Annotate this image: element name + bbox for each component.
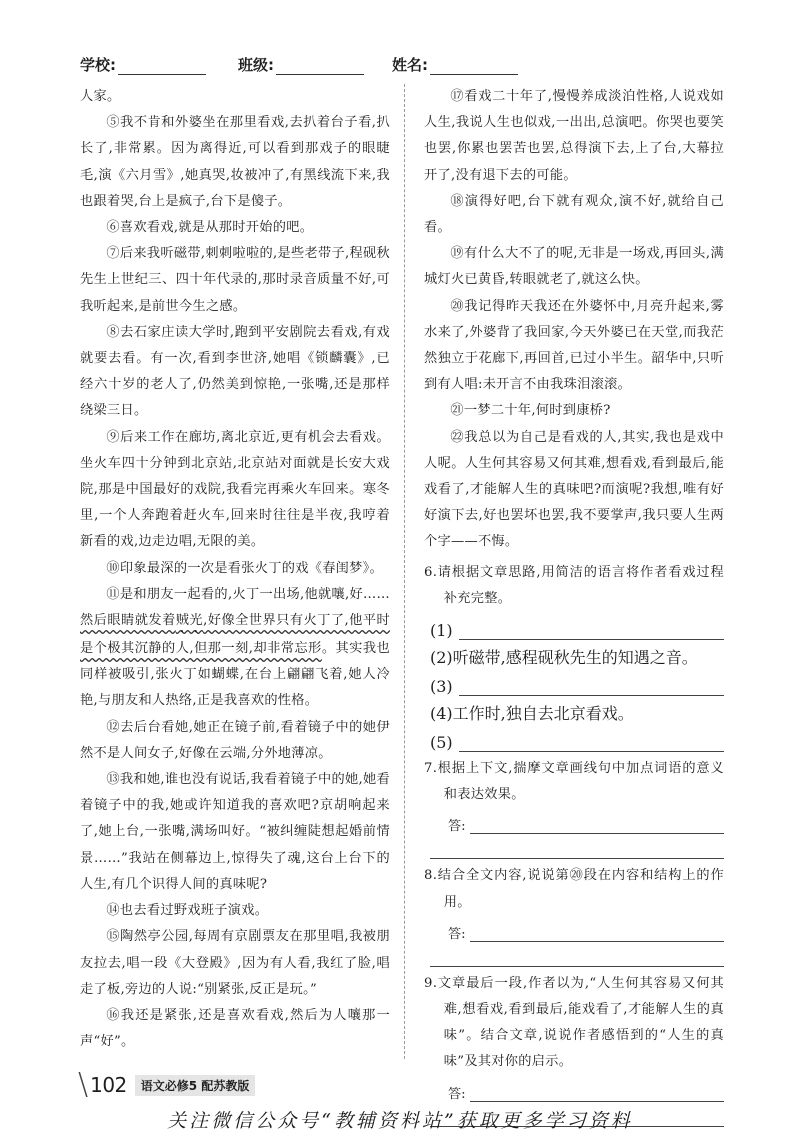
book-label: 语文必修5 配苏教版 xyxy=(135,1075,256,1096)
student-info-header xyxy=(80,50,740,80)
question-7-text: 7.根据上下文,揣摩文章画线句中加点词语的意义和表达效果。 xyxy=(424,761,724,803)
q6-blank-1[interactable] xyxy=(424,614,724,640)
paragraph-20: ⑳我记得昨天我还在外婆怀中,月亮升起来,雾水来了,外婆背了我回家,今天外婆已在天堂,而我茫然独立于花廊下,再回首,已过小半生。韶华中,只听到有人唱:未开言不由我珠泪滚滚。 xyxy=(424,298,724,393)
q8-answer-label: 答: xyxy=(448,926,466,942)
article-left-column xyxy=(80,84,390,1055)
paragraph-9: ⑨后来工作在廊坊,离北京近,更有机会去看戏。坐火车四十分钟到北京站,北京站对面就是长安大戏院,那是中国最好的戏院,我看完再乘火车回来。寒冬里,一个人奔跑着赶火车,回来时往往是半夜,我哼着新看的戏,边走边唱,无限的美。 xyxy=(80,429,390,550)
paragraph-17: ⑰看戏二十年了,慢慢养成淡泊性格,人说戏如人生,我说人生也似戏,一出出,总演吧。你哭也要笑也罢,你累也罢苦也罢,总得演下去,上了台,大幕拉开了,没有退下去的可能。 xyxy=(424,89,724,183)
q6-blank-5[interactable] xyxy=(424,726,724,752)
slash-mark: \ xyxy=(78,1067,89,1102)
paragraph-16: ⑯我还是紧张,还是喜欢看戏,然后为人嚷那一声“好”。 xyxy=(80,1007,390,1050)
paragraph-19: ⑲有什么大不了的呢,无非是一场戏,再回头,满城灯火已黄昏,转眼就老了,就这么快。 xyxy=(424,246,724,288)
name-field xyxy=(392,54,518,75)
q6-item-4 xyxy=(424,698,724,724)
paragraph-21: ㉑一梦二十年,何时到康桥? xyxy=(450,403,611,419)
column-divider xyxy=(404,84,405,1059)
question-9 xyxy=(424,971,724,1127)
class-field xyxy=(238,54,364,75)
q9-answer[interactable] xyxy=(424,1076,724,1102)
paragraph-6: ⑥喜欢看戏,就是从那时开始的吧。 xyxy=(106,220,314,236)
q6-item-4-text: (4)工作时,独自去北京看戏。 xyxy=(430,704,634,724)
school-blank[interactable] xyxy=(118,60,206,75)
question-6 xyxy=(424,560,724,752)
q7-answer-line-1[interactable] xyxy=(470,821,724,834)
question-8 xyxy=(424,863,724,966)
q9-answer-label: 答: xyxy=(448,1086,466,1102)
paragraph-12: ⑫去后台看她,她正在镜子前,看着镜子中的她伊然不是人间女子,好像在云端,分外地薄凉。 xyxy=(80,719,390,761)
q6-blank-3[interactable] xyxy=(424,670,724,696)
question-9-text: 9.文章最后一段,作者以为,“人生何其容易又何其难,想看戏,看到最后,能戏看了,才能解人生的真味”。结合文章,说说作者感悟到的“人生的真味”及其对你的启示。 xyxy=(424,975,724,1070)
q7-answer-label: 答: xyxy=(448,819,466,835)
paragraph-15: ⑮陶然亭公园,每周有京剧票友在那里唱,我被朋友拉去,唱一段《大登殿》,因为有人看,我红了脸,唱走了板,旁边的人说:“别紧张,反正是玩。” xyxy=(80,929,390,997)
q6-blank-5-line[interactable] xyxy=(459,739,724,752)
paragraph-11-tail: 。其实我也同样被吸引,张火丁如蝴蝶,在台上翩翩飞着,她人冷艳,与朋友和人热络,正是我喜欢的性格。 xyxy=(80,641,390,709)
q6-item-2 xyxy=(424,642,724,668)
q6-blank-3-line[interactable] xyxy=(459,683,724,696)
page-number: 102 xyxy=(90,1073,127,1097)
dotted-word-2: 光 xyxy=(189,613,204,629)
q6-item-2-text: (2)听磁带,感程砚秋先生的知遇之音。 xyxy=(430,648,698,668)
page-footer xyxy=(78,1067,255,1102)
paragraph-11-lead: ⑪是和朋友一起看的,火丁一出场,他就嚷,好…… xyxy=(106,586,390,602)
paragraph-22: ㉒我总以为自己是看戏的人,其实,我也是戏中人呢。人生何其容易又何其难,想看戏,看到最后,能戏看了,才能解人生的真味吧?而演呢?我想,唯有好好演下去,好也罢坏也罢,我不要掌声,我只要人生两个字——不悔。 xyxy=(424,429,724,550)
paragraph-14: ⑭也去看过野戏班子演戏。 xyxy=(106,903,269,919)
class-label: 班级: xyxy=(238,56,274,74)
paragraph-11 xyxy=(80,582,390,715)
article-right-column xyxy=(424,84,724,1127)
class-blank[interactable] xyxy=(276,60,364,75)
dotted-word-1: 贼 xyxy=(175,613,190,629)
name-label: 姓名: xyxy=(392,56,428,74)
q7-answer-line-2[interactable] xyxy=(430,834,724,859)
paragraph-10: ⑩印象最深的一次是看张火丁的戏《春闺梦》。 xyxy=(106,560,384,576)
paragraph-8: ⑧去石家庄读大学时,跑到平安剧院去看戏,有戏就要去看。有一次,看到李世济,她唱《锁麟囊》,已经六十岁的老人了,仍然美到惊艳,一张嘴,还是那样绕梁三日。 xyxy=(80,324,390,419)
paragraph-5: ⑤我不肯和外婆坐在那里看戏,去扒着台子看,扒长了,非常累。因为离得近,可以看到那戏子的眼睫毛,演《六月雪》,她真哭,妆被冲了,有黑线流下来,我也跟着哭,台上是疯子,台下是傻子。 xyxy=(80,115,390,209)
q8-answer-line-2[interactable] xyxy=(430,942,724,967)
question-8-text: 8.结合全文内容,说说第⑳段在内容和结构上的作用。 xyxy=(424,868,724,910)
paragraph-18: ⑱演得好吧,台下就有观众,演不好,就给自己看。 xyxy=(424,193,724,236)
q6-blank-1-line[interactable] xyxy=(459,627,724,640)
q6-blank-5-label: (5) xyxy=(430,733,453,753)
q8-answer-line-1[interactable] xyxy=(470,929,724,942)
paragraph-7: ⑦后来我听磁带,刺刺啦啦的,是些老带子,程砚秋先生上世纪三、四十年代录的,那时录音质量不好,可我听起来,是前世今生之感。 xyxy=(80,246,390,314)
paragraph-13: ⑬我和她,谁也没有说话,我看着镜子中的她,她看着镜子中的我,她或许知道我的喜欢吧?京胡响起来了,她上台,一张嘴,满场叫好。“被纠缠陡想起婚前情景……”我站在侧幕边上,惊得失了魂,这台上台下的人生,有几个识得人间的真味呢? xyxy=(80,772,390,892)
watermark-handwriting: 关注微信公众号“教辅资料站”获取更多学习资料 xyxy=(167,1110,633,1132)
question-6-text: 6.请根据文章思路,用简洁的语言将作者看戏过程补充完整。 xyxy=(424,564,724,606)
paragraph-4-end: 人家。 xyxy=(80,89,121,104)
underlined-part-2: ,好像全世界只有火丁了,他平时是个极其沉静的人,但那一刻,却非常忘形 xyxy=(80,613,391,657)
q6-blank-3-label: (3) xyxy=(430,677,453,697)
q6-blank-1-label: (1) xyxy=(430,621,453,641)
name-blank[interactable] xyxy=(430,60,518,75)
question-7 xyxy=(424,756,724,859)
underlined-part-1: 然后眼睛就发着 xyxy=(80,613,176,629)
school-label: 学校: xyxy=(80,56,116,74)
school-field xyxy=(80,54,206,75)
q9-answer-line-1[interactable] xyxy=(470,1089,724,1102)
q7-answer[interactable] xyxy=(424,808,724,834)
q8-answer[interactable] xyxy=(424,916,724,942)
